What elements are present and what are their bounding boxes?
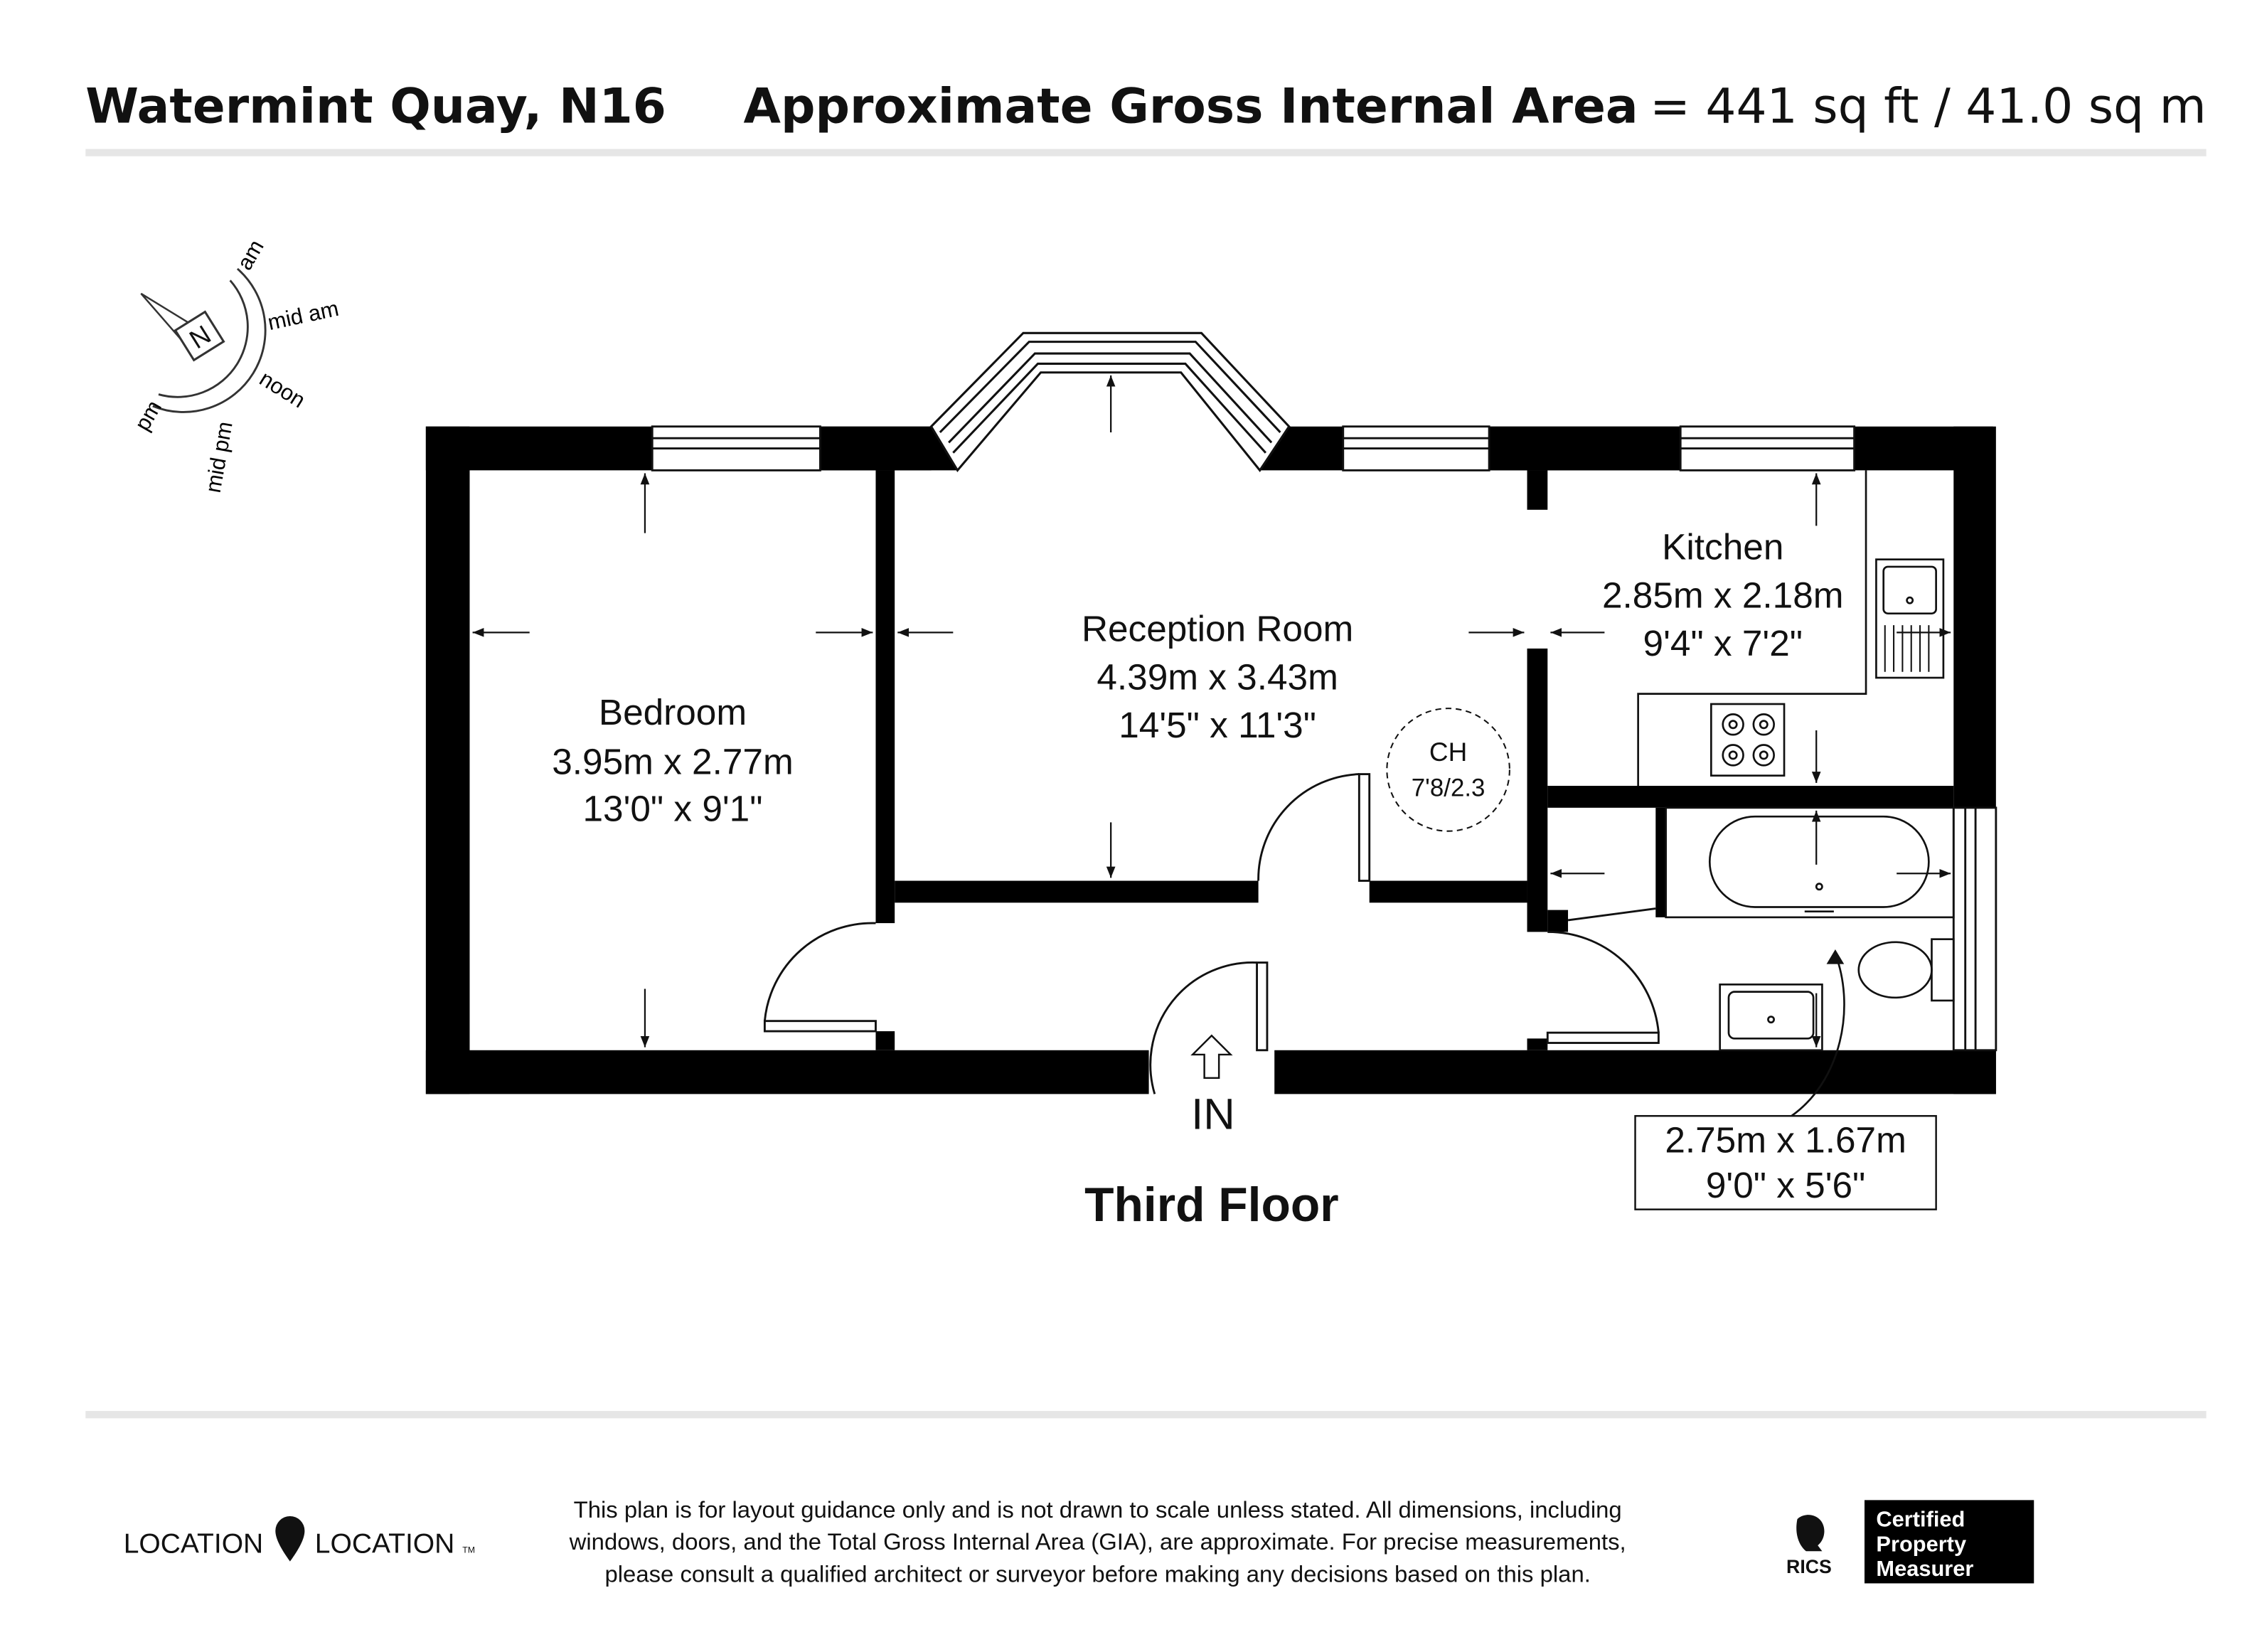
compass-label: pm [129,395,167,435]
bathtub-icon [1666,808,1954,917]
room-kitchen [1602,527,1843,664]
door-bedroom [764,923,875,1031]
room-size-metric: 4.39m x 3.43m [1097,656,1338,698]
door-reception [1259,774,1370,881]
room-name: Bedroom [598,691,747,732]
brand-logo [124,1516,475,1562]
door-bathroom [1547,932,1658,1043]
window-kitchen [1680,427,1854,471]
rics-logo [1786,1500,2034,1583]
rics-lion-icon [1796,1515,1824,1551]
gross-internal-area [744,78,2207,134]
room-size-imperial: 13'0" x 9'1" [582,788,763,829]
entrance-label: IN [1191,1089,1235,1139]
compass-label: mid am [265,295,341,336]
badge-line: Certified [1876,1506,1965,1532]
area-value: = 441 sq ft / 41.0 sq m [1650,78,2207,134]
room-size-imperial: 9'4" x 7'2" [1643,623,1803,664]
sink-icon [1876,560,1943,678]
entrance [1191,1035,1235,1139]
room-size-metric: 3.95m x 2.77m [552,741,794,782]
room-bathroom [1636,1116,1936,1209]
compass-needle-icon [141,294,223,361]
window-bedroom [652,427,820,471]
room-name: Reception Room [1081,608,1354,649]
compass-label: mid pm [200,419,238,495]
hob-icon [1711,704,1784,776]
rics-text: RICS [1786,1556,1832,1578]
room-bedroom [552,692,794,829]
room-reception [1082,609,1353,746]
area-label: Approximate Gross Internal Area [743,78,1638,134]
footer-divider [85,1411,2206,1418]
room-name: Kitchen [1662,526,1784,567]
compass [129,235,341,494]
brand-text-right: LOCATION [314,1528,455,1560]
header-divider [85,149,2206,156]
brand-text-left: LOCATION [123,1528,264,1560]
property-address: Watermint Quay, N16 [85,78,666,134]
disclaimer-line: windows, doors, and the Total Gross Internal Area (GIA), are approximate. For precise measurements, [569,1528,1626,1555]
toilet-icon [1859,939,1954,1001]
basin-icon [1720,984,1823,1050]
windows [652,427,1996,1050]
compass-north: N [184,319,216,355]
entrance-arrow-icon [1193,1035,1230,1078]
ceiling-height-value: 7'8/2.3 [1411,774,1485,802]
disclaimer-line: please consult a qualified architect or surveyor before making any decisions based on this plan. [604,1560,1591,1587]
room-size-metric: 2.85m x 2.18m [1602,575,1844,616]
room-size-metric: 2.75m x 1.67m [1665,1119,1906,1161]
ceiling-height-marker [1387,708,1510,831]
ceiling-height-label: CH [1429,737,1468,767]
disclaimer-line: This plan is for layout guidance only and is not drawn to scale unless stated. All dimensions, including [573,1496,1622,1523]
location-pin-icon [275,1516,304,1562]
window-reception [1343,427,1489,471]
compass-label: noon [255,366,310,413]
header [85,78,2206,156]
floor-label: Third Floor [1084,1178,1339,1232]
room-size-imperial: 9'0" x 5'6" [1705,1165,1866,1206]
window-bathroom [1953,808,1996,1050]
room-size-imperial: 14'5" x 11'3" [1119,705,1316,746]
disclaimer [569,1496,1626,1587]
badge-line: Property [1876,1531,1967,1557]
footer [85,1411,2206,1587]
badge-line: Measurer [1876,1556,1974,1582]
door-cupboard [1568,909,1655,920]
compass-label: am [232,235,269,275]
brand-trademark: TM [462,1545,475,1555]
